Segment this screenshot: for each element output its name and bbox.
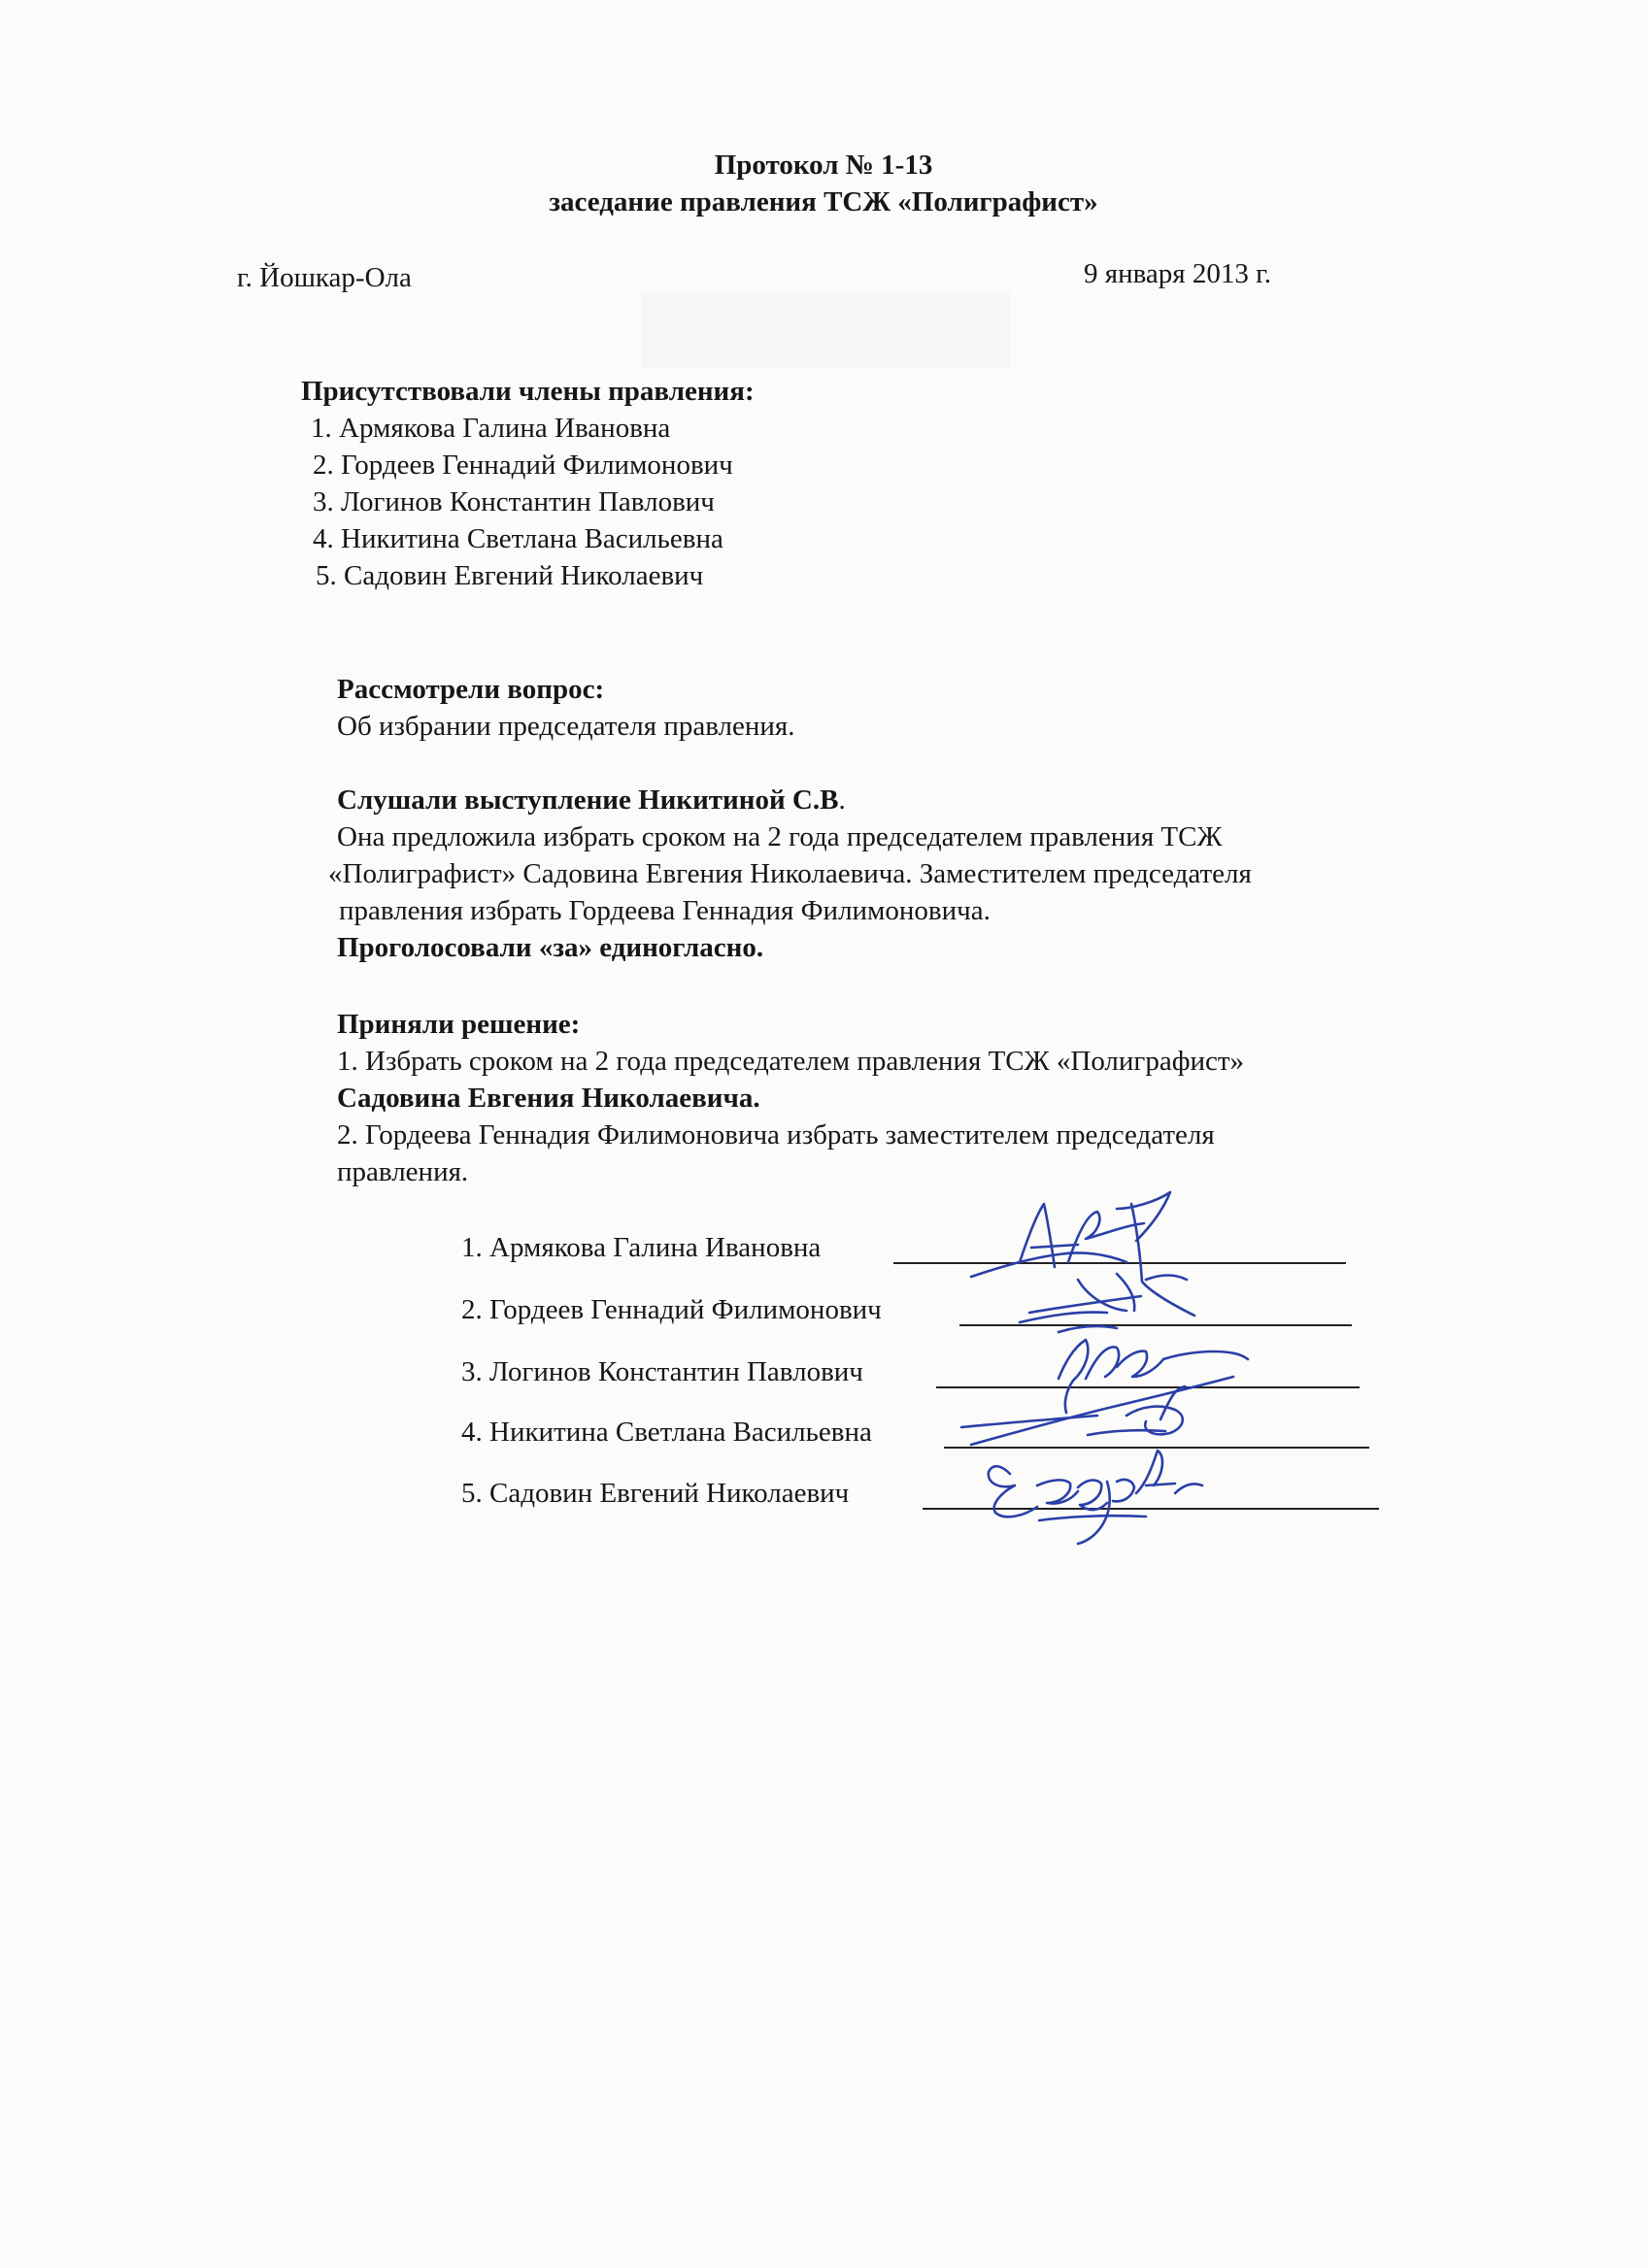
- signature-line: [893, 1262, 1346, 1264]
- signature-line: [923, 1508, 1379, 1510]
- signature-name: 4. Никитина Светлана Васильевна: [461, 1417, 872, 1448]
- signature-1-scribble: [971, 1192, 1194, 1316]
- attendee-item: 2. Гордеев Геннадий Филимонович: [313, 450, 733, 481]
- signature-5-scribble: [989, 1451, 1202, 1544]
- vote-result: Проголосовали «за» единогласно.: [337, 932, 764, 963]
- document-subtitle: заседание правления ТСЖ «Полиграфист»: [549, 186, 1098, 217]
- speech-heading-text: Слушали выступление Никитиной С.В: [337, 784, 839, 816]
- signature-name: 2. Гордеев Геннадий Филимонович: [461, 1294, 882, 1325]
- signature-name: 1. Армякова Галина Ивановна: [461, 1232, 822, 1263]
- attendee-item: 5. Садовин Евгений Николаевич: [316, 560, 704, 591]
- attendees-heading: Присутствовали члены правления:: [301, 376, 755, 407]
- signature-4-scribble: [961, 1386, 1185, 1435]
- signature-line: [936, 1386, 1360, 1388]
- document-place: г. Йошкар-Ола: [237, 262, 412, 293]
- signature-3-scribble: [971, 1340, 1248, 1445]
- document-date: 9 января 2013 г.: [1084, 258, 1272, 289]
- decision-item-2: 2. Гордеева Геннадия Филимоновича избрать заместителем председателя: [337, 1119, 1215, 1151]
- decision-item-1-name: Садовина Евгения Николаевича.: [337, 1083, 760, 1114]
- decision-item-1: 1. Избрать сроком на 2 года председателем правления ТСЖ «Полиграфист»: [337, 1046, 1245, 1077]
- question-heading: Рассмотрели вопрос:: [337, 674, 605, 705]
- decision-item-2-cont: правления.: [337, 1156, 469, 1187]
- signature-2-scribble: [1020, 1313, 1117, 1332]
- signature-line: [944, 1447, 1369, 1449]
- signature-name: 5. Садовин Евгений Николаевич: [461, 1478, 850, 1509]
- question-text: Об избрании председателя правления.: [337, 711, 795, 742]
- decision-heading: Приняли решение:: [337, 1009, 581, 1040]
- attendee-item: 1. Армякова Галина Ивановна: [311, 413, 671, 444]
- document-title: Протокол № 1-13: [714, 150, 933, 181]
- attendee-item: 3. Логинов Константин Павлович: [313, 486, 715, 517]
- speech-heading-dot: .: [838, 784, 846, 816]
- attendee-item: 4. Никитина Светлана Васильевна: [313, 523, 723, 554]
- speech-line: «Полиграфист» Садовина Евгения Николаевича. Заместителем председателя: [328, 858, 1252, 889]
- signature-name: 3. Логинов Константин Павлович: [461, 1356, 863, 1387]
- signature-line: [959, 1324, 1352, 1326]
- scan-artifact: [641, 291, 1010, 369]
- speech-heading: [337, 783, 846, 818]
- speech-line: правления избрать Гордеева Геннадия Филимоновича.: [339, 895, 991, 926]
- speech-line: Она предложила избрать сроком на 2 года председателем правления ТСЖ: [337, 821, 1223, 852]
